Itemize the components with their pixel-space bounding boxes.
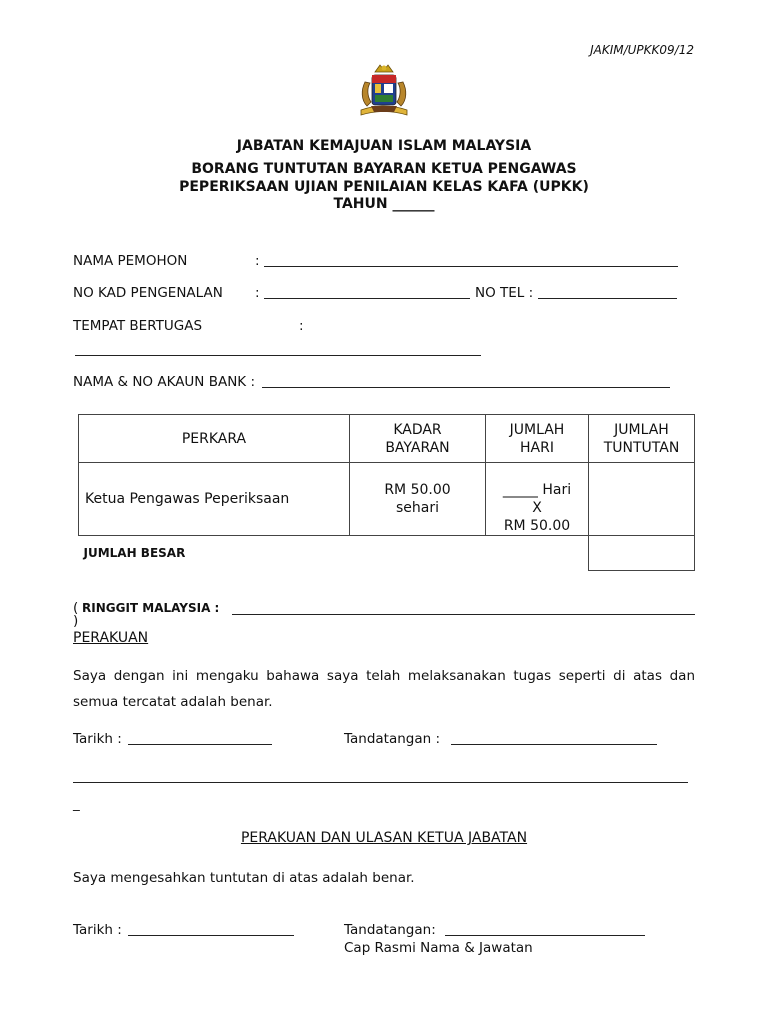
perakuan-tandatangan-label: Tandatangan : xyxy=(344,731,441,747)
ic-number-label: NO KAD PENGENALAN xyxy=(73,285,223,301)
ringgit-malaysia-label: RINGGIT MALAYSIA : xyxy=(82,601,220,615)
ketua-tarikh-field[interactable] xyxy=(128,935,294,936)
ringgit-open-paren: ( xyxy=(73,600,79,616)
perakuan-separator-line xyxy=(73,782,688,783)
row-kadar: RM 50.00 sehari xyxy=(350,463,486,536)
nama-pemohon-field[interactable] xyxy=(264,266,678,267)
nama-pemohon-label: NAMA PEMOHON xyxy=(73,253,188,269)
ketua-jabatan-heading: PERAKUAN DAN ULASAN KETUA JABATAN xyxy=(240,830,528,846)
header-perkara: PERKARA xyxy=(79,415,350,463)
bank-account-field[interactable] xyxy=(262,387,670,388)
header-kadar-bayaran: KADAR BAYARAN xyxy=(350,415,486,463)
jumlah-besar-field[interactable] xyxy=(589,536,695,571)
ketua-tandatangan-label: Tandatangan: xyxy=(344,922,436,938)
colon: : xyxy=(255,285,260,301)
ic-number-field[interactable] xyxy=(264,298,470,299)
row-jumlah-tuntutan[interactable] xyxy=(589,463,695,536)
ringgit-malaysia-field[interactable] xyxy=(232,614,695,615)
coat-of-arms-icon xyxy=(351,62,417,120)
title-form-line1: BORANG TUNTUTAN BAYARAN KETUA PENGAWAS xyxy=(191,161,577,177)
perakuan-text: Saya dengan ini mengaku bahawa saya telah melaksanakan tugas seperti di atas dan semua tercatat adalah benar. xyxy=(73,668,695,710)
perakuan-tandatangan-field[interactable] xyxy=(451,744,657,745)
tel-label: NO TEL : xyxy=(475,285,534,301)
perakuan-heading: PERAKUAN xyxy=(73,630,149,646)
jumlah-besar-label: JUMLAH BESAR xyxy=(83,546,186,561)
ringgit-close-paren: ) xyxy=(73,613,79,629)
perakuan-trailing-mark: _ xyxy=(73,796,80,812)
form-reference-code: JAKIM/UPKK09/12 xyxy=(590,43,694,57)
header-jumlah-tuntutan: JUMLAH TUNTUTAN xyxy=(589,415,695,463)
title-department: JABATAN KEMAJUAN ISLAM MALAYSIA xyxy=(236,138,532,154)
perakuan-tarikh-label: Tarikh : xyxy=(73,731,122,747)
table-row xyxy=(79,463,695,536)
row-perkara: Ketua Pengawas Peperiksaan xyxy=(79,463,350,536)
claim-table xyxy=(78,414,695,571)
bank-account-label: NAMA & NO AKAUN BANK : xyxy=(73,374,255,390)
tempat-bertugas-label: TEMPAT BERTUGAS xyxy=(73,318,203,334)
colon: : xyxy=(255,253,260,269)
perakuan-tarikh-field[interactable] xyxy=(128,744,272,745)
cap-rasmi-label: Cap Rasmi Nama & Jawatan xyxy=(344,940,533,956)
colon: : xyxy=(299,318,304,334)
ketua-jabatan-text: Saya mengesahkan tuntutan di atas adalah benar. xyxy=(73,870,415,886)
tempat-bertugas-field[interactable] xyxy=(75,355,481,356)
row-jumlah-hari[interactable]: _____ Hari X RM 50.00 xyxy=(486,463,589,536)
table-total-row xyxy=(79,536,695,571)
table-header-row xyxy=(79,415,695,463)
ketua-tarikh-label: Tarikh : xyxy=(73,922,122,938)
title-year: TAHUN ______ xyxy=(333,196,435,212)
title-form-line2: PEPERIKSAAN UJIAN PENILAIAN KELAS KAFA (UPKK) xyxy=(179,179,589,195)
header-jumlah-hari: JUMLAH HARI xyxy=(486,415,589,463)
tel-field[interactable] xyxy=(538,298,677,299)
ketua-tandatangan-field[interactable] xyxy=(445,935,645,936)
